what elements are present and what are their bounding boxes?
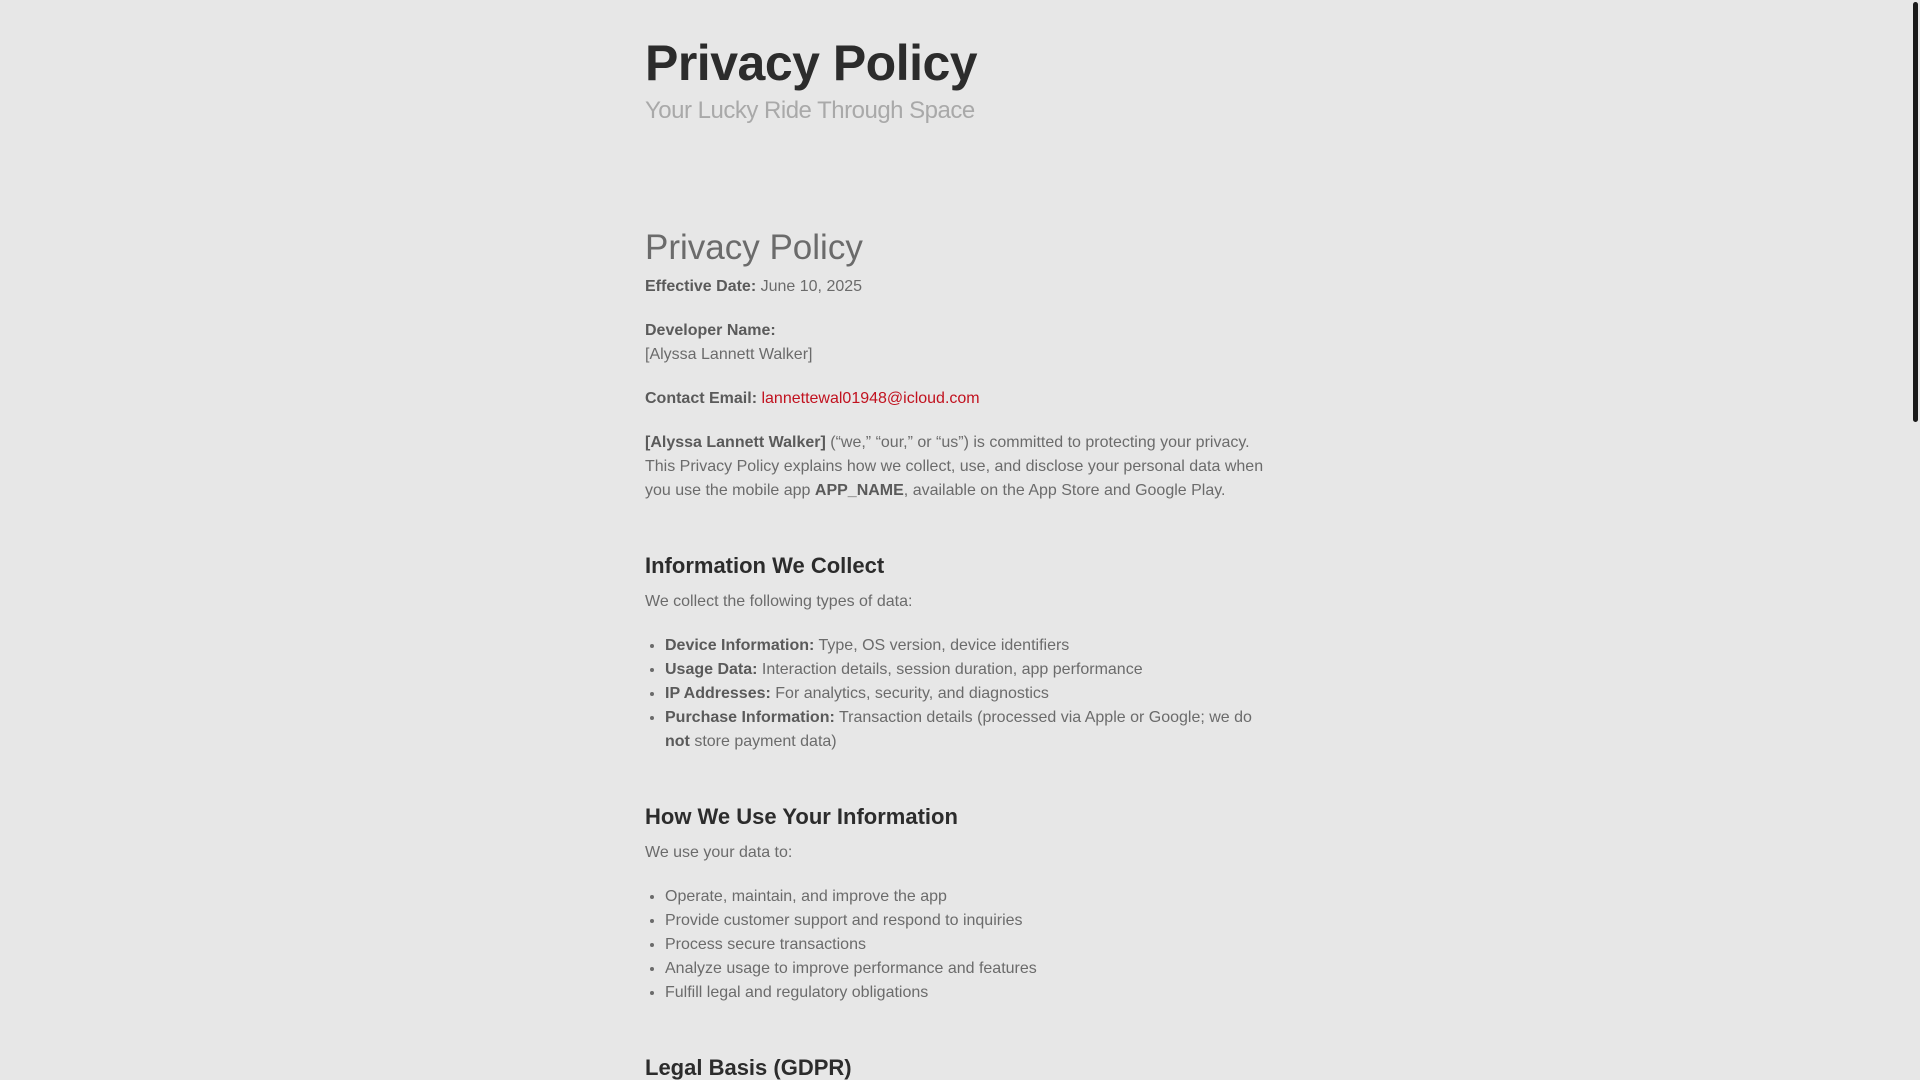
use-list xyxy=(645,885,1275,1005)
list-item xyxy=(665,682,1275,706)
effective-date-value: June 10, 2025 xyxy=(760,278,863,295)
list-item-text: • Provide customer support and respond to inquiries xyxy=(665,912,1023,929)
list-item-text: Transaction details (processed via Apple or Google; we do xyxy=(834,709,1252,726)
list-item-label: Device Information: xyxy=(665,637,815,654)
section-heading-use: How We Use Your Information xyxy=(645,804,958,829)
list-item-label: Usage Data: xyxy=(665,661,758,678)
list-item-text: For analytics, security, and diagnostics xyxy=(770,685,1049,702)
list-item-text: • Process secure transactions xyxy=(665,936,866,953)
list-item xyxy=(665,706,1275,754)
list-item-text: Interaction details, session duration, app performance xyxy=(757,661,1143,678)
list-item-text: • Fulfill legal and regulatory obligations xyxy=(665,984,929,1001)
intro-paragraph xyxy=(645,431,1275,503)
vertical-scrollbar[interactable] xyxy=(1911,0,1920,1080)
section-lead-collect: We collect the following types of data: xyxy=(645,593,913,610)
list-item-label: IP Addresses: xyxy=(665,685,771,702)
developer-name xyxy=(645,319,1275,367)
intro-text-2: , available on the App Store and Google Play. xyxy=(903,482,1226,499)
list-item-text-after: store payment data) xyxy=(689,733,837,750)
list-item-label: Purchase Information: xyxy=(665,709,835,726)
list-item xyxy=(665,933,1275,957)
effective-date-label: Effective Date: xyxy=(645,278,757,295)
contact-email-link[interactable]: lannettewal01948@icloud.com xyxy=(761,390,980,407)
collect-list xyxy=(645,634,1275,754)
intro-entity: [Alyssa Lannett Walker] xyxy=(645,434,826,451)
section-heading-collect: Information We Collect xyxy=(645,553,885,578)
developer-name-value: [Alyssa Lannett Walker] xyxy=(645,346,813,363)
page-content xyxy=(645,0,1275,1080)
list-item xyxy=(665,634,1275,658)
site-title: Privacy Policy xyxy=(645,35,978,91)
list-item-emphasis: not xyxy=(665,733,690,750)
intro-text-1: (“we,” “our,” or “us”) is committed to protecting your privacy. This Privacy Policy explains how we collect, use, and disclose your personal data when you use the mobile app xyxy=(645,434,1264,499)
developer-name-label: Developer Name: xyxy=(645,322,776,339)
page-title: Privacy Policy xyxy=(645,228,863,267)
list-item-text: • Analyze usage to improve performance and features xyxy=(665,960,1037,977)
list-item xyxy=(665,885,1275,909)
list-item xyxy=(665,981,1275,1005)
scrollbar-thumb[interactable] xyxy=(1913,2,1918,422)
list-item-text: Type, OS version, device identifiers xyxy=(814,637,1070,654)
list-item xyxy=(665,658,1275,682)
site-tagline: Your Lucky Ride Through Space xyxy=(645,97,975,124)
list-item xyxy=(665,957,1275,981)
effective-date xyxy=(645,275,1275,299)
contact-email-label: Contact Email: xyxy=(645,390,758,407)
list-item-text: • Operate, maintain, and improve the app xyxy=(665,888,947,905)
contact-email xyxy=(645,387,1275,411)
section-heading-legal: Legal Basis (GDPR) xyxy=(645,1055,852,1080)
section-lead-use: We use your data to: xyxy=(645,844,793,861)
list-item xyxy=(665,909,1275,933)
intro-app-name: APP_NAME xyxy=(814,482,904,499)
